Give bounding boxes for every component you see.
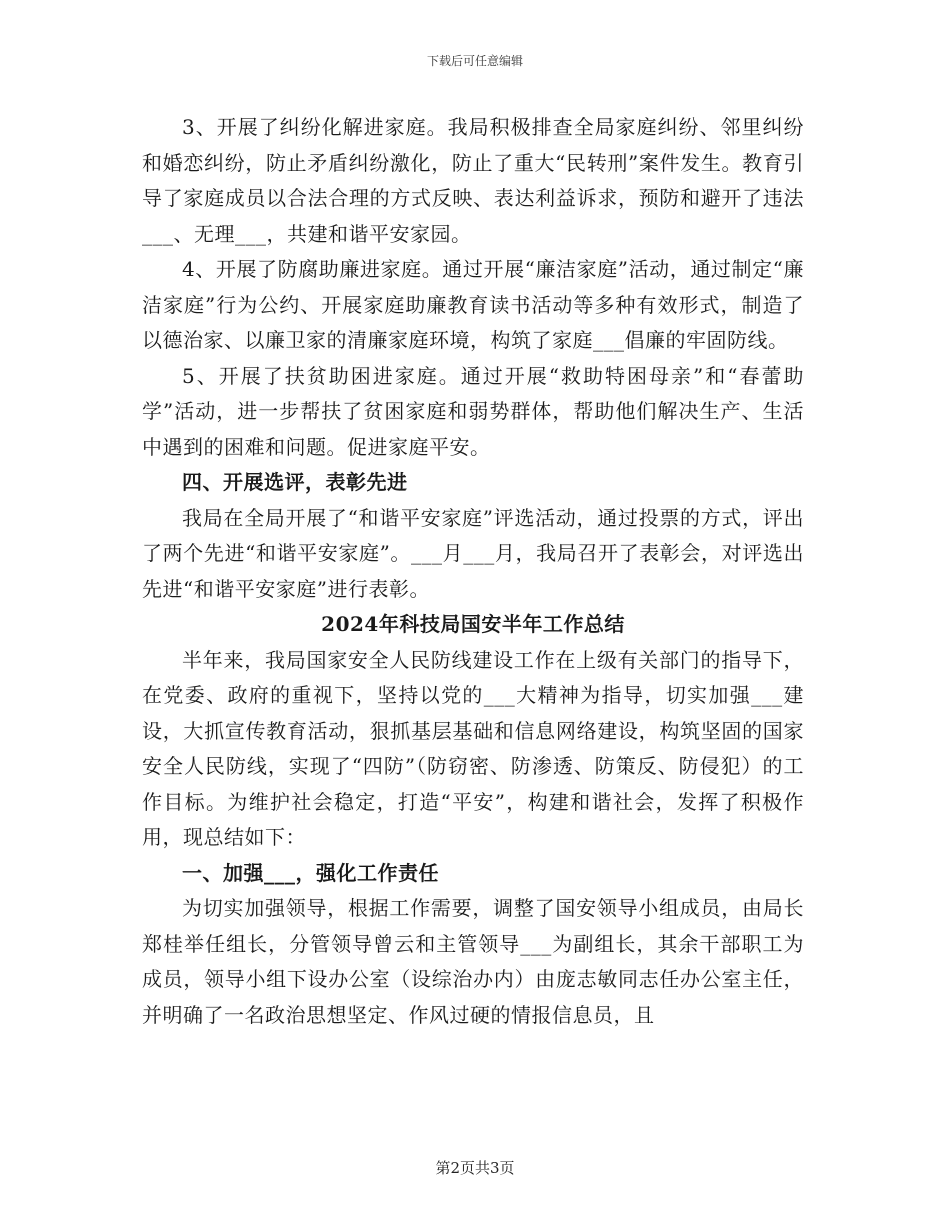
paragraph-intro: 半年来，我局国家安全人民防线建设工作在上级有关部门的指导下，在党委、政府的重视下，坚持以党的___大精神为指导，切实加强___建设，大抓宣传教育活动，狠抓基层基础和信息网络建设，构筑坚固的国家安全人民防线，实现了“四防”（防窃密、防渗透、防策反、防侵犯）的工作目标。为维护社会稳定，打造“平安”，构建和谐社会，发挥了积极作用，现总结如下：	[142, 647, 804, 849]
page-header: 下载后可任意编辑	[426, 54, 523, 68]
document-body	[142, 110, 804, 1033]
paragraph-anti-corruption: 4、开展了防腐助廉进家庭。通过开展“廉洁家庭”活动，通过制定“廉洁家庭”行为公约、开展家庭助廉教育读书活动等多种有效形式，制造了以德治家、以廉卫家的清廉家庭环境，构筑了家庭___倡廉的牢固防线。	[142, 257, 804, 352]
document-title: 2024年科技局国安半年工作总结	[321, 612, 625, 636]
paragraph-poverty-aid: 5、开展了扶贫助困进家庭。通过开展“救助特困母亲”和“春蕾助学”活动，进一步帮扶了贫困家庭和弱势群体，帮助他们解决生产、生活中遇到的困难和问题。促进家庭平安。	[142, 363, 804, 459]
section-heading-awards: 四、开展选评，表彰先进	[182, 470, 408, 494]
paragraph-family-dispute: 3、开展了纠纷化解进家庭。我局积极排查全局家庭纠纷、邻里纠纷和婚恋纠纷，防止矛盾纠纷激化，防止了重大“民转刑”案件发生。教育引导了家庭成员以合法合理的方式反映、表达利益诉求，预防和避开了违法___、无理___，共建和谐平安家园。	[142, 115, 804, 246]
paragraph-leadership: 为切实加强领导，根据工作需要，调整了国安领导小组成员，由局长郑桂举任组长，分管领导曾云和主管领导___为副组长，其余干部职工为成员，领导小组下设办公室（设综治办内）由庞志敏同志任办公室主任，并明确了一名政治思想坚定、作风过硬的情报信息员，且	[142, 896, 804, 1027]
paragraph-awards: 我局在全局开展了“和谐平安家庭”评选活动，通过投票的方式，评出了两个先进“和谐平安家庭”。___月___月，我局召开了表彰会，对评选出先进“和谐平安家庭”进行表彰。	[142, 505, 804, 601]
section-heading-leadership: 一、加强___，强化工作责任	[182, 860, 439, 885]
page-footer: 第2页共3页	[435, 1159, 515, 1177]
